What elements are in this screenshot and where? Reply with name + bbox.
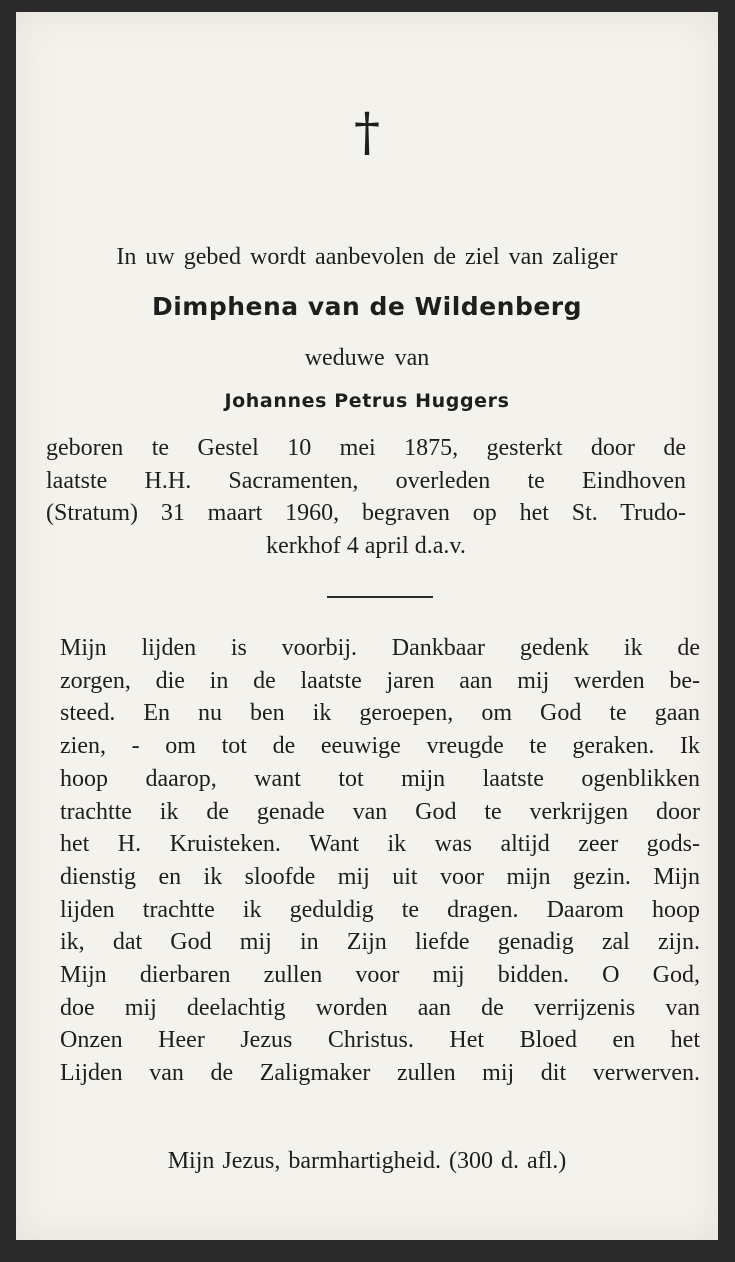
- prayer-paragraph: [60, 632, 700, 1090]
- prayer-line: Lijden van de Zaligmaker zullen mij dit verwerven.: [60, 1060, 700, 1087]
- biography-line: laatste H.H. Sacramenten, overleden te Eindhoven: [46, 467, 686, 494]
- deceased-name: Dimphena van de Wildenberg: [151, 292, 583, 321]
- intro-text: In uw gebed wordt aanbevolen de ziel van zaliger: [116, 244, 618, 270]
- prayer-line: dienstig en ik sloofde mij uit voor mijn gezin. Mijn: [60, 863, 700, 890]
- prayer-line: Mijn dierbaren zullen voor mij bidden. O God,: [60, 962, 700, 989]
- cross-icon: †: [354, 103, 380, 163]
- prayer-line: het H. Kruisteken. Want ik was altijd zeer gods-: [60, 831, 700, 858]
- biography-line: kerkhof 4 april d.a.v.: [266, 532, 466, 559]
- prayer-line: ik, dat God mij in Zijn liefde genadig zal zijn.: [60, 929, 700, 956]
- prayer-line: zorgen, die in de laatste jaren aan mij werden be-: [60, 667, 700, 694]
- prayer-line: Onzen Heer Jezus Christus. Het Bloed en het: [60, 1027, 700, 1054]
- spouse-name: Johannes Petrus Huggers: [224, 390, 510, 412]
- closing-prayer: Mijn Jezus, barmhartigheid. (300 d. afl.): [167, 1148, 567, 1174]
- prayer-line: lijden trachtte ik geduldig te dragen. Daarom hoop: [60, 896, 700, 923]
- prayer-line: Mijn lijden is voorbij. Dankbaar gedenk ik de: [60, 635, 700, 661]
- prayer-line: doe mij deelachtig worden aan de verrijzenis van: [60, 994, 700, 1021]
- biography-line: geboren te Gestel 10 mei 1875, gesterkt door de: [46, 435, 686, 461]
- prayer-line: steed. En nu ben ik geroepen, om God te gaan: [60, 700, 700, 727]
- memorial-card: [16, 12, 718, 1240]
- biography-paragraph: [46, 432, 686, 562]
- prayer-line: trachtte ik de genade van God te verkrijgen door: [60, 798, 700, 825]
- widow-of-text: weduwe van: [304, 345, 430, 371]
- prayer-line: hoop daarop, want tot mijn laatste ogenblikken: [60, 765, 700, 792]
- prayer-line: zien, - om tot de eeuwige vreugde te geraken. Ik: [60, 733, 700, 760]
- biography-line: (Stratum) 31 maart 1960, begraven op het St. Trudo-: [46, 500, 686, 526]
- divider-line: [327, 596, 433, 598]
